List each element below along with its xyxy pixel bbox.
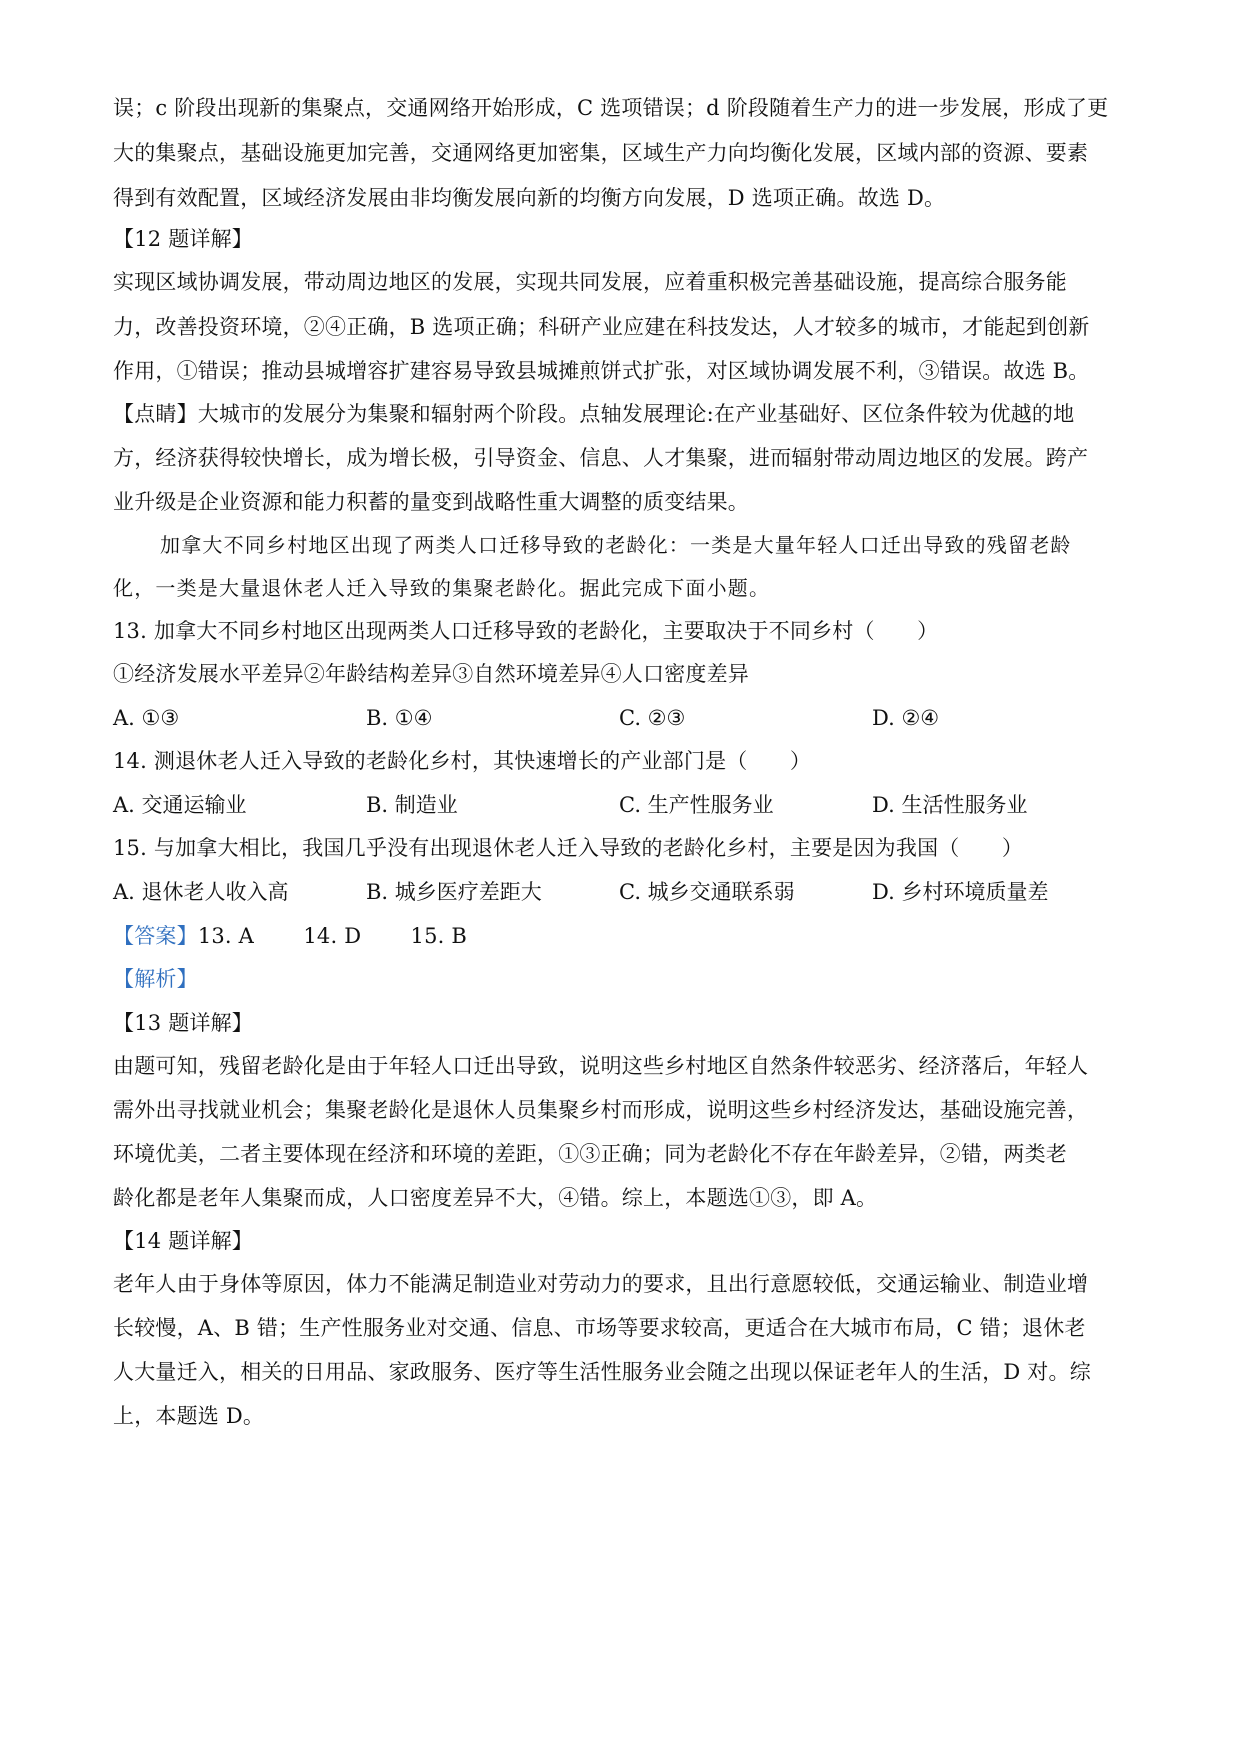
dianjing-line: 业升级是企业资源和能力积蓄的量变到战略性重大调整的质变结果。 — [113, 490, 749, 514]
q13-detail-header: 【13 题详解】 — [113, 1011, 253, 1035]
q15-option-c: C. 城乡交通联系弱 — [619, 880, 795, 904]
q13-option-b: B. ①④ — [366, 706, 433, 730]
q15-option-a: A. 退休老人收入高 — [113, 880, 289, 904]
paragraph-line: 得到有效配置，区域经济发展由非均衡发展向新的均衡方向发展，D 选项正确。故选 D。 — [113, 186, 946, 210]
q14-option-b: B. 制造业 — [366, 793, 458, 817]
answer-text: 13. A 14. D 15. B — [197, 924, 468, 948]
paragraph-line: 由题可知，残留老龄化是由于年轻人口迁出导致，说明这些乡村地区自然条件较恶劣、经济落后，年轻人 — [113, 1054, 1089, 1078]
q15-option-b: B. 城乡医疗差距大 — [366, 880, 542, 904]
paragraph-line: 老年人由于身体等原因，体力不能满足制造业对劳动力的要求，且出行意愿较低，交通运输业、制造业增 — [113, 1272, 1089, 1296]
q13-option-c: C. ②③ — [619, 706, 686, 730]
paragraph-line: 误；c 阶段出现新的集聚点，交通网络开始形成，C 选项错误；d 阶段随着生产力的进一步发展，形成了更 — [113, 96, 1109, 120]
material-line: 化，一类是大量退休老人迁入导致的集聚老龄化。据此完成下面小题。 — [113, 576, 771, 600]
paragraph-line: 力，改善投资环境，②④正确，B 选项正确；科研产业应建在科技发达，人才较多的城市，才能起到创新 — [113, 315, 1090, 339]
answer-label: 【答案】 — [113, 924, 198, 948]
q13-option-a: A. ①③ — [113, 706, 180, 730]
answer-line — [113, 921, 467, 951]
material-line: 加拿大不同乡村地区出现了两类人口迁移导致的老龄化：一类是大量年轻人口迁出导致的残留老龄 — [160, 533, 1072, 557]
paragraph-line: 需外出寻找就业机会；集聚老龄化是退休人员集聚乡村而形成，说明这些乡村经济发达，基础设施完善， — [113, 1098, 1089, 1122]
paragraph-line: 实现区域协调发展，带动周边地区的发展，实现共同发展，应着重积极完善基础设施，提高综合服务能 — [113, 270, 1067, 294]
dianjing-line: 【点睛】大城市的发展分为集聚和辐射两个阶段。点轴发展理论:在产业基础好、区位条件较为优越的地 — [113, 402, 1075, 426]
paragraph-line: 大的集聚点，基础设施更加完善，交通网络更加密集，区域生产力向均衡化发展，区域内部的资源、要素 — [113, 141, 1089, 165]
paragraph-line: 长较慢，A、B 错；生产性服务业对交通、信息、市场等要求较高，更适合在大城市布局，C 错；退休老 — [113, 1316, 1086, 1340]
q14-stem: 14. 测退休老人迁入导致的老龄化乡村，其快速增长的产业部门是（ ） — [113, 749, 812, 773]
q13-items: ①经济发展水平差异②年龄结构差异③自然环境差异④人口密度差异 — [113, 662, 749, 686]
paragraph-line: 龄化都是老年人集聚而成，人口密度差异不大，④错。综上，本题选①③，即 A。 — [113, 1186, 878, 1210]
q14-detail-header: 【14 题详解】 — [113, 1229, 253, 1253]
q14-option-d: D. 生活性服务业 — [872, 793, 1028, 817]
q13-stem: 13. 加拿大不同乡村地区出现两类人口迁移导致的老龄化，主要取决于不同乡村（ ） — [113, 619, 939, 643]
paragraph-line: 上，本题选 D。 — [113, 1404, 265, 1428]
q12-detail-header: 【12 题详解】 — [113, 227, 253, 251]
analysis-label: 【解析】 — [113, 967, 198, 991]
q15-option-d: D. 乡村环境质量差 — [872, 880, 1049, 904]
q14-option-c: C. 生产性服务业 — [619, 793, 774, 817]
dianjing-line: 方，经济获得较快增长，成为增长极，引导资金、信息、人才集聚，进而辐射带动周边地区的发展。跨产 — [113, 446, 1089, 470]
paragraph-line: 环境优美，二者主要体现在经济和环境的差距，①③正确；同为老龄化不存在年龄差异，②错，两类老 — [113, 1142, 1067, 1166]
q14-option-a: A. 交通运输业 — [113, 793, 247, 817]
q13-option-d: D. ②④ — [872, 706, 940, 730]
paragraph-line: 作用，①错误；推动县城增容扩建容易导致县城摊煎饼式扩张，对区域协调发展不利，③错误。故选 B。 — [113, 359, 1090, 383]
q15-stem: 15. 与加拿大相比，我国几乎没有出现退休老人迁入导致的老龄化乡村，主要是因为我国（ ） — [113, 836, 1024, 860]
paragraph-line: 人大量迁入，相关的日用品、家政服务、医疗等生活性服务业会随之出现以保证老年人的生活，D 对。综 — [113, 1360, 1091, 1384]
